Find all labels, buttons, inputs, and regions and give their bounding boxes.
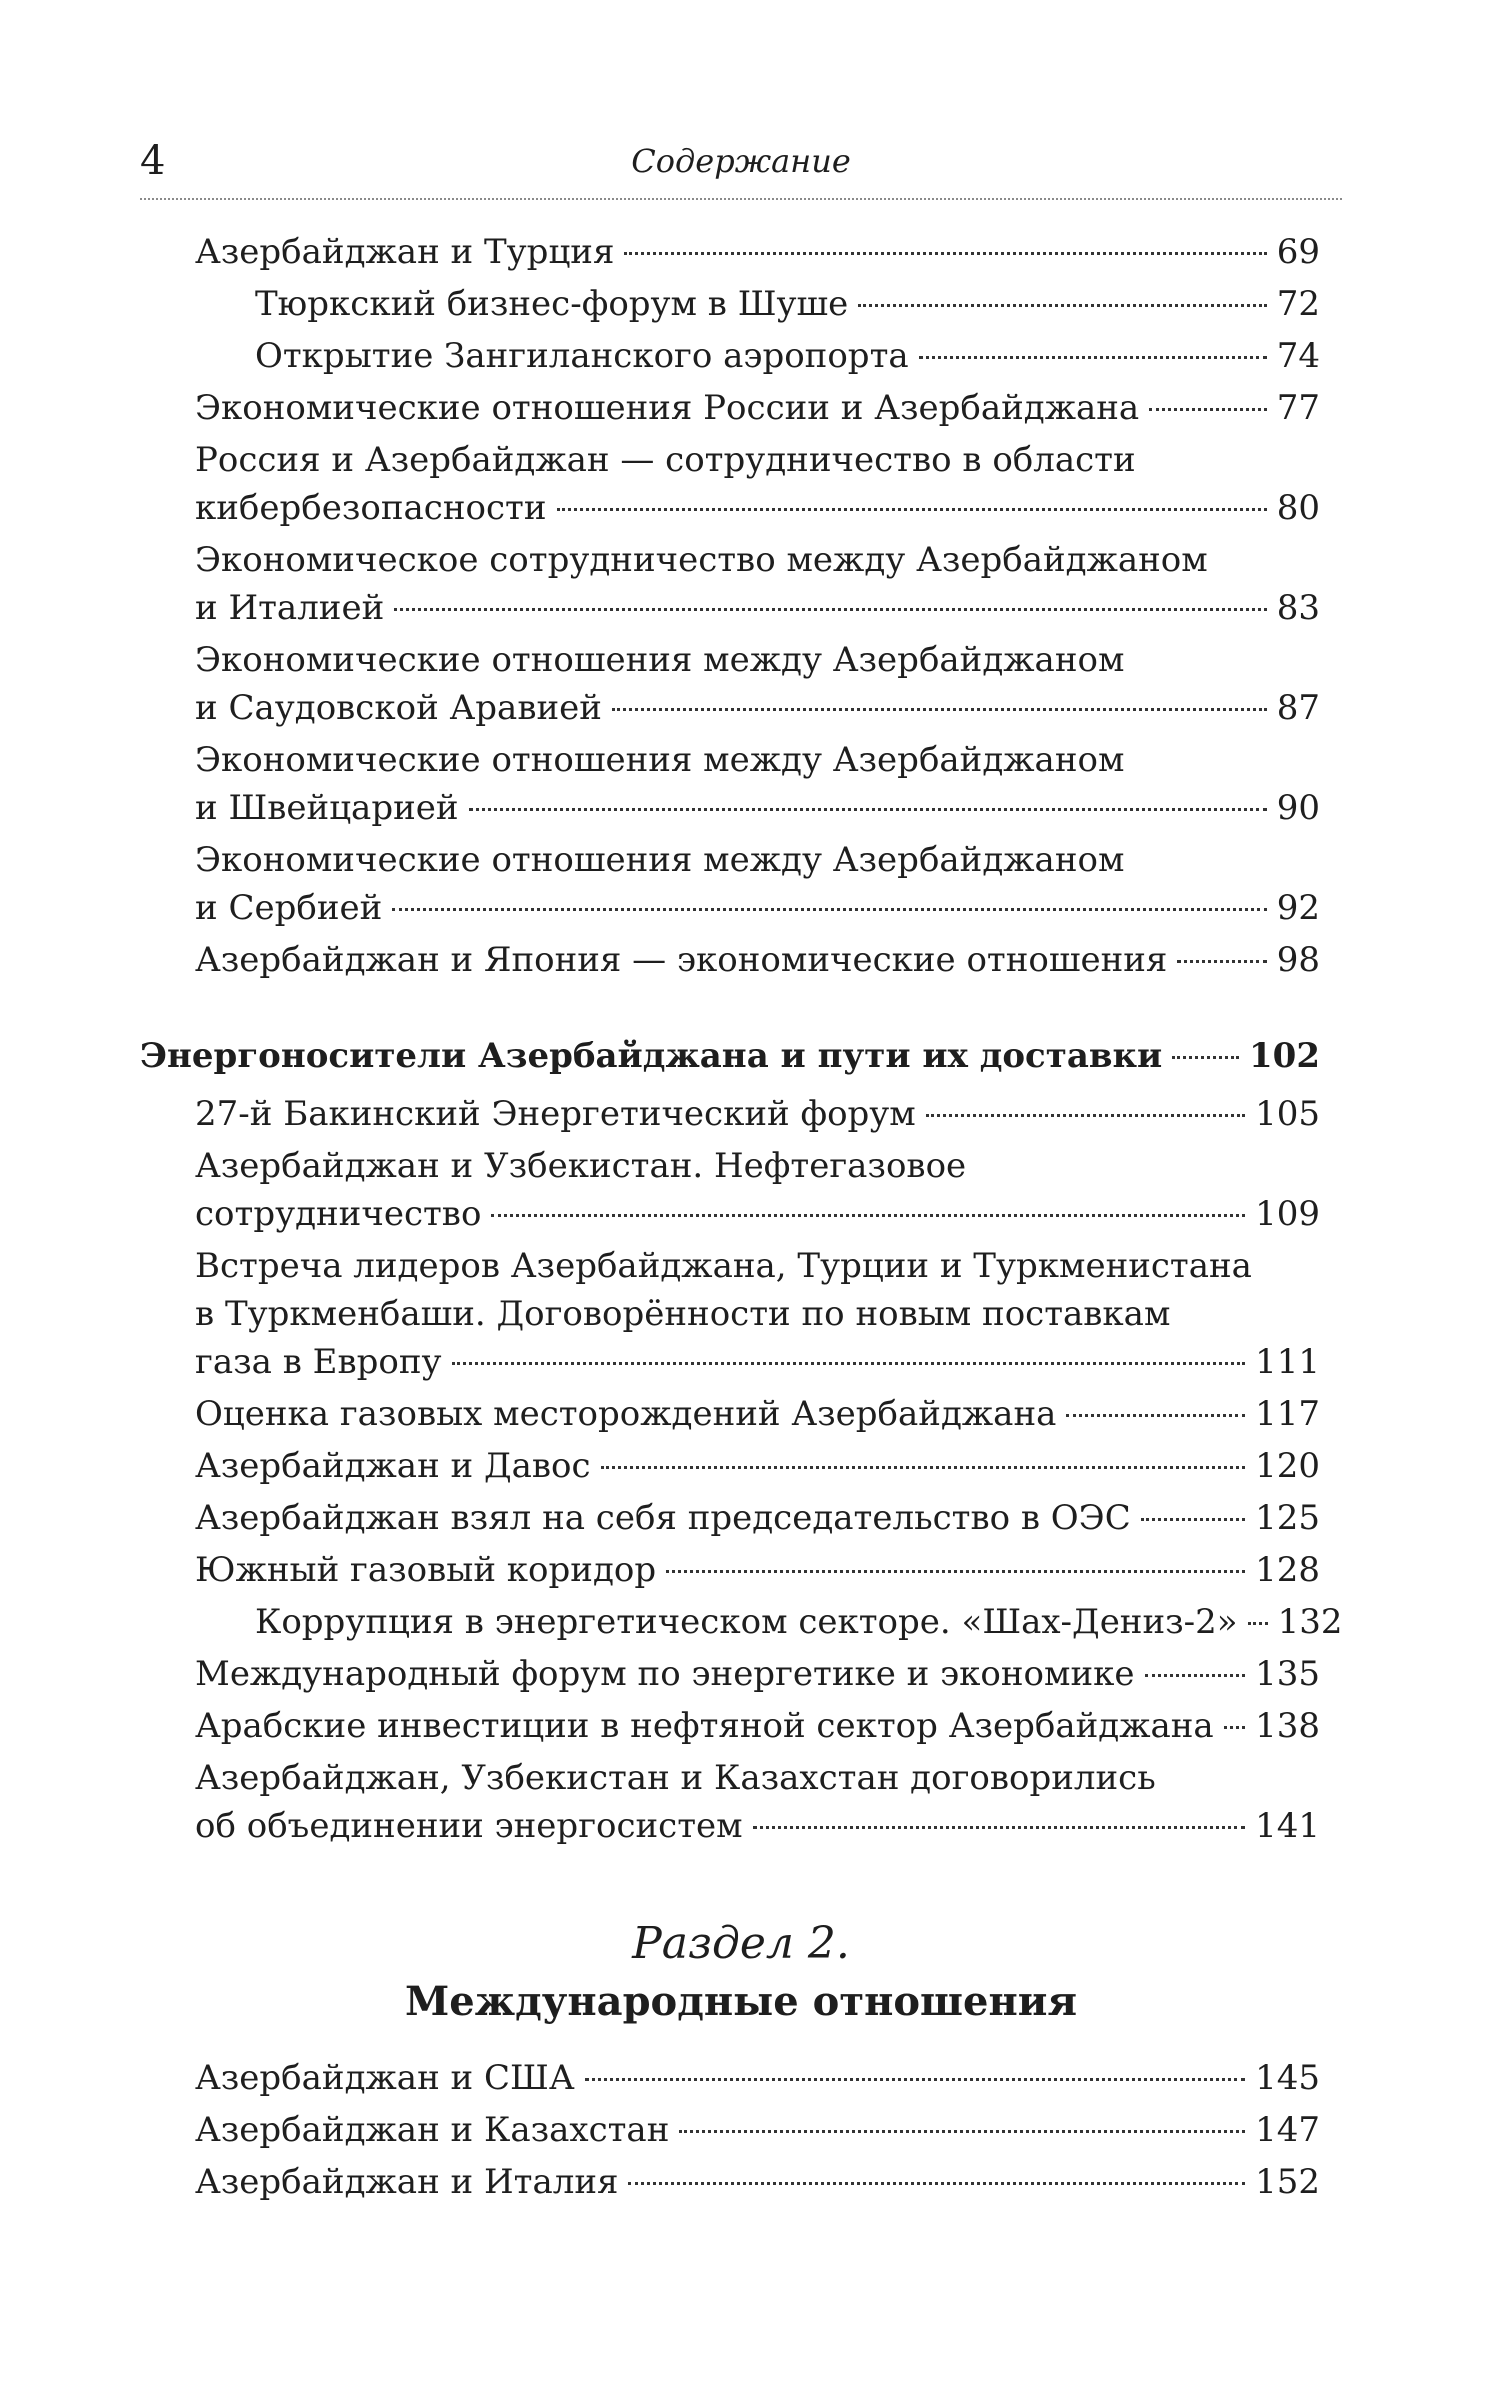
toc-entry[interactable] [140, 332, 1320, 380]
toc-entry[interactable] [140, 1494, 1320, 1542]
toc-page-number: 141 [1255, 1806, 1320, 1846]
toc-entry-title-line: Азербайджан взял на себя председательство в ОЭС [195, 1498, 1131, 1538]
toc-entry-row [195, 2106, 1320, 2154]
toc-entry[interactable] [140, 2054, 1320, 2102]
toc-entry-title-line: Экономические отношения между Азербайджаном [195, 740, 1125, 780]
toc-page-number: 138 [1255, 1706, 1320, 1746]
toc-page-number: 77 [1276, 388, 1320, 428]
toc-entry[interactable] [140, 436, 1320, 532]
dot-leader [469, 808, 1267, 811]
dot-leader [1172, 1056, 1239, 1059]
toc-entry-title-line: Азербайджан и Казахстан [195, 2110, 670, 2150]
toc-page-number: 69 [1276, 232, 1320, 272]
dot-leader [491, 1214, 1245, 1217]
dot-leader [392, 908, 1266, 911]
toc-entry-row [195, 228, 1320, 276]
toc-entry-title-line: Экономические отношения между Азербайджаном [195, 640, 1125, 680]
section-label: Раздел 2. [632, 1918, 850, 1969]
toc-entry-title-line: Тюркский бизнес-форум в Шуше [255, 284, 849, 324]
toc-page-number: 87 [1276, 688, 1320, 728]
toc-page-number: 128 [1255, 1550, 1320, 1590]
toc-entry[interactable] [140, 384, 1320, 432]
dot-leader [557, 508, 1267, 511]
dot-leader [753, 1826, 1245, 1829]
toc-entry-row [195, 1546, 1320, 1594]
toc-page-number: 92 [1276, 888, 1320, 928]
toc-entry-row [195, 1190, 1320, 1238]
toc-entry-title-line: Южный газовый коридор [195, 1550, 657, 1590]
running-title: Содержание [631, 142, 851, 180]
toc-entry-row [195, 684, 1320, 732]
toc-page-number: 72 [1276, 284, 1320, 324]
dot-leader [452, 1362, 1246, 1365]
dot-leader [1141, 1518, 1245, 1521]
toc-entry[interactable] [140, 1754, 1320, 1850]
toc-entry-title-line: Коррупция в энергетическом секторе. «Шах-Дениз-2» [255, 1602, 1238, 1642]
toc-entry-row [195, 1650, 1320, 1698]
toc-entry-title-line: Встреча лидеров Азербайджана, Турции и Туркменистана [195, 1246, 1252, 1286]
toc-page-number: 74 [1276, 336, 1320, 376]
toc-entry-row [195, 1442, 1320, 1490]
toc-entry-title-line: Азербайджан и Узбекистан. Нефтегазовое [195, 1146, 967, 1186]
toc-entry-title-line: Арабские инвестиции в нефтяной сектор Азербайджана [195, 1706, 1214, 1746]
header-divider [140, 198, 1342, 200]
dot-leader [666, 1570, 1245, 1573]
toc-entry-title-line: Азербайджан и Турция [195, 232, 615, 272]
toc-page-number: 98 [1276, 940, 1320, 980]
toc-entry-row [195, 1090, 1320, 1138]
toc-entry-title-line: Азербайджан и Италия [195, 2162, 619, 2202]
toc-page-number: 147 [1255, 2110, 1320, 2150]
toc-entry-row [195, 584, 1320, 632]
toc-entry-title-line: и Саудовской Аравией [195, 688, 602, 728]
dot-leader [628, 2182, 1245, 2185]
toc-entry[interactable] [140, 736, 1320, 832]
running-head [140, 138, 1342, 196]
toc-entry[interactable] [140, 1598, 1343, 1646]
toc-page-number: 90 [1276, 788, 1320, 828]
toc-entry-row [255, 280, 1320, 328]
toc-entry-row [195, 2158, 1320, 2206]
toc-entry-title-line: Оценка газовых месторождений Азербайджана [195, 1394, 1057, 1434]
toc-entry[interactable] [140, 536, 1320, 632]
toc-entry[interactable] [140, 1090, 1320, 1138]
dot-leader [394, 608, 1266, 611]
toc-entry-title-line: Россия и Азербайджан — сотрудничество в области [195, 440, 1136, 480]
toc-entry-title-line: в Туркменбаши. Договорённости по новым поставкам [195, 1294, 1171, 1334]
toc-entry-row [195, 384, 1320, 432]
dot-leader [919, 356, 1267, 359]
toc-entry-title-line: Энергоносители Азербайджана и пути их доставки [140, 1036, 1163, 1076]
toc-entry[interactable] [140, 1650, 1320, 1698]
toc-entry-title-line: Экономические отношения России и Азербайджана [195, 388, 1140, 428]
toc-entry-row [255, 1598, 1343, 1646]
toc-entry[interactable] [140, 1142, 1320, 1238]
section-2-contents [140, 2050, 1320, 2206]
page-number: 4 [140, 138, 166, 184]
toc-entry[interactable] [140, 280, 1320, 328]
toc-entry[interactable] [140, 1702, 1320, 1750]
toc-entry-title-line: газа в Европу [195, 1342, 442, 1382]
section-title: Международные отношения [405, 1978, 1077, 2025]
toc-entry[interactable] [140, 1242, 1320, 1386]
toc-page-number: 145 [1255, 2058, 1320, 2098]
toc-entry[interactable] [140, 1442, 1320, 1490]
toc-page-number: 135 [1255, 1654, 1320, 1694]
toc-entry[interactable] [140, 1546, 1320, 1594]
toc-entry-title-line: 27-й Бакинский Энергетический форум [195, 1094, 916, 1134]
toc-entry-title-line: Экономическое сотрудничество между Азербайджаном [195, 540, 1208, 580]
toc-entry-row [195, 784, 1320, 832]
dot-leader [1145, 1674, 1246, 1677]
toc-entry-title-line: Международный форум по энергетике и экономике [195, 1654, 1135, 1694]
toc-entry-title-line: кибербезопасности [195, 488, 547, 528]
toc-page-number: 102 [1249, 1036, 1320, 1076]
toc-entry[interactable] [140, 2106, 1320, 2154]
toc-entry-title-line: об объединении энергосистем [195, 1806, 743, 1846]
dot-leader [612, 708, 1267, 711]
table-of-contents [140, 224, 1343, 1850]
dot-leader [1248, 1622, 1268, 1625]
dot-leader [1149, 408, 1267, 411]
toc-entry-row [195, 936, 1320, 984]
toc-page-number: 109 [1255, 1194, 1320, 1234]
dot-leader [585, 2078, 1246, 2081]
toc-entry-title-line: и Италией [195, 588, 385, 628]
toc-entry-row [140, 1032, 1320, 1080]
toc-entry-title-line: Азербайджан, Узбекистан и Казахстан договорились [195, 1758, 1156, 1798]
toc-entry-title-line: Экономические отношения между Азербайджаном [195, 840, 1125, 880]
toc-entry-row [195, 2054, 1320, 2102]
dot-leader [858, 304, 1266, 307]
dot-leader [1224, 1726, 1245, 1729]
toc-page-number: 111 [1255, 1342, 1320, 1382]
dot-leader [624, 252, 1266, 255]
toc-entry[interactable] [140, 636, 1320, 732]
toc-entry-row [195, 484, 1320, 532]
dot-leader [1177, 960, 1266, 963]
toc-entry-title-line: и Швейцарией [195, 788, 459, 828]
toc-page-number: 125 [1255, 1498, 1320, 1538]
toc-page-number: 105 [1255, 1094, 1320, 1134]
toc-entry[interactable] [140, 836, 1320, 932]
toc-entry[interactable] [140, 228, 1320, 276]
toc-page-number: 83 [1276, 588, 1320, 628]
toc-entry-title-line: Азербайджан и США [195, 2058, 575, 2098]
toc-entry-row [195, 1390, 1320, 1438]
toc-entry-title-line: и Сербией [195, 888, 383, 928]
toc-entry[interactable] [140, 2158, 1320, 2206]
toc-page-number: 80 [1276, 488, 1320, 528]
toc-entry[interactable] [140, 936, 1320, 984]
toc-entry-row [195, 1702, 1320, 1750]
dot-leader [679, 2130, 1245, 2133]
toc-entry-row [255, 332, 1320, 380]
toc-entry-row [195, 1494, 1320, 1542]
toc-page-number: 132 [1277, 1602, 1343, 1642]
toc-entry-title-line: Азербайджан и Давос [195, 1446, 591, 1486]
toc-entry-row [195, 884, 1320, 932]
toc-entry-title-line: Азербайджан и Япония — экономические отношения [195, 940, 1168, 980]
toc-entry-title-line: Открытие Зангиланского аэропорта [255, 336, 909, 376]
dot-leader [926, 1114, 1245, 1117]
toc-entry-title-line: сотрудничество [195, 1194, 482, 1234]
toc-page-number: 117 [1255, 1394, 1320, 1434]
toc-entry[interactable] [140, 1032, 1320, 1080]
toc-page-number: 120 [1255, 1446, 1320, 1486]
toc-page-number: 152 [1255, 2162, 1320, 2202]
toc-entry[interactable] [140, 1390, 1320, 1438]
dot-leader [601, 1466, 1246, 1469]
toc-entry-row [195, 1802, 1320, 1850]
toc-entry-row [195, 1338, 1320, 1386]
dot-leader [1066, 1414, 1245, 1417]
